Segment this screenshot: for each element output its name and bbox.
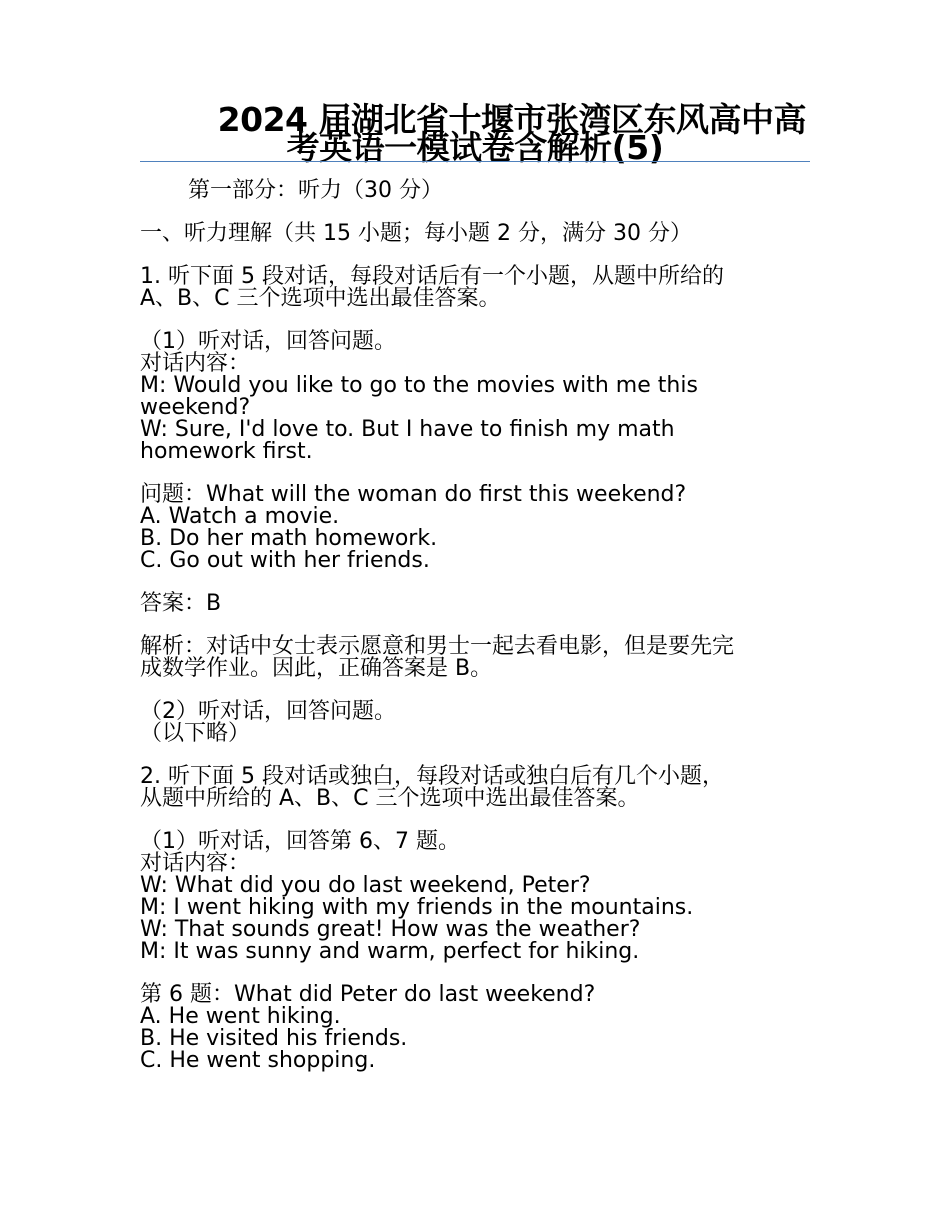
dialog1-analysis-line-2: 成数学作业。因此，正确答案是 B。 — [140, 656, 493, 681]
dialog2-heading: （2）听对话，回答问题。 — [140, 699, 396, 724]
dialog1-question: 问题：What will the woman do first this weekend? — [140, 482, 687, 507]
dialog1-option-c: C. Go out with her friends. — [140, 548, 430, 573]
dialog1-content-label: 对话内容： — [140, 351, 251, 376]
q2-instruction-line-1: 2. 听下面 5 段对话或独白，每段对话或独白后有几个小题， — [140, 764, 724, 789]
dialog3-heading: （1）听对话，回答第 6、7 题。 — [140, 829, 460, 854]
dialog1-line-3: W: Sure, I'd love to. But I have to finish my math — [140, 417, 675, 442]
document-body — [140, 180, 820, 1072]
dialog3-line-1: W: What did you do last weekend, Peter? — [140, 873, 591, 898]
dialog1-heading: （1）听对话，回答问题。 — [140, 329, 396, 354]
title-underline-divider — [140, 161, 810, 162]
dialog2-omitted-note: （以下略） — [140, 721, 251, 746]
dialog3-content-label: 对话内容： — [140, 851, 251, 876]
dialog1-line-4: homework first. — [140, 439, 313, 464]
dialog3-option-c: C. He went shopping. — [140, 1048, 376, 1073]
dialog3-option-b: B. He visited his friends. — [140, 1026, 408, 1051]
dialog3-option-a: A. He went hiking. — [140, 1004, 341, 1029]
dialog3-line-3: W: That sounds great! How was the weather? — [140, 917, 641, 942]
title-line-2: 考英语一模试卷含解析(5) — [286, 128, 664, 167]
dialog3-question-6: 第 6 题：What did Peter do last weekend? — [140, 982, 596, 1007]
document-title — [140, 100, 810, 167]
dialog1-line-1: M: Would you like to go to the movies with me this — [140, 373, 698, 398]
dialog1-analysis-line-1: 解析：对话中女士表示愿意和男士一起去看电影，但是要先完 — [140, 634, 735, 659]
q2-instruction-line-2: 从题中所给的 A、B、C 三个选项中选出最佳答案。 — [140, 786, 640, 811]
q1-instruction-line-1: 1. 听下面 5 段对话，每段对话后有一个小题，从题中所给的 — [140, 264, 724, 289]
dialog3-line-4: M: It was sunny and warm, perfect for hiking. — [140, 939, 640, 964]
title-line-1: 2024 届湖北省十堰市张湾区东风高中高 — [217, 100, 806, 139]
dialog1-answer: 答案：B — [140, 591, 222, 616]
part1-heading: 第一部分：听力（30 分） — [188, 178, 443, 203]
dialog1-option-a: A. Watch a movie. — [140, 504, 340, 529]
dialog3-line-2: M: I went hiking with my friends in the mountains. — [140, 895, 694, 920]
dialog1-line-2: weekend? — [140, 395, 251, 420]
section1-heading: 一、听力理解（共 15 小题；每小题 2 分，满分 30 分） — [140, 221, 692, 246]
dialog1-option-b: B. Do her math homework. — [140, 526, 438, 551]
q1-instruction-line-2: A、B、C 三个选项中选出最佳答案。 — [140, 286, 501, 311]
